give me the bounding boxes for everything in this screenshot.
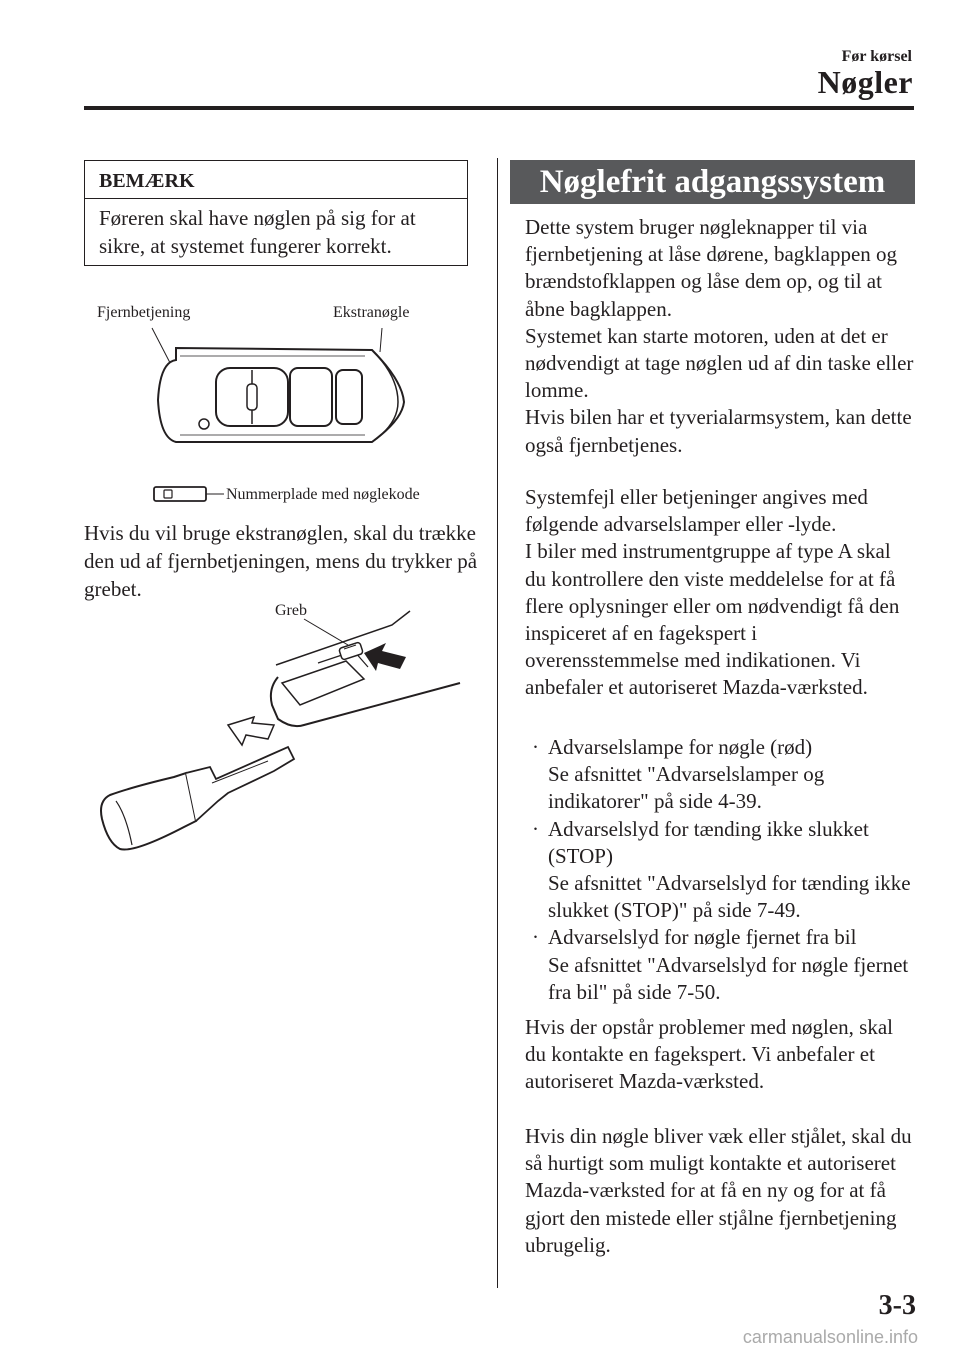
list-item: [525, 816, 915, 925]
header-rule: [84, 106, 914, 110]
label-extra-key: Ekstranøgle: [333, 304, 410, 321]
section-label: Før kørsel: [841, 48, 912, 65]
list-item: [525, 734, 915, 816]
instruction-paragraph: Hvis du vil bruge ekstranøglen, skal du trække den ud af fjernbetjeningen, mens du trykker på grebet.: [84, 521, 478, 601]
paragraph-1c: Hvis bilen har et tyverialarmsystem, kan dette også fjernbetjenes.: [525, 405, 912, 457]
list-item-title: Advarselslyd for nøgle fjernet fra bil: [548, 925, 857, 950]
note-box: [84, 160, 468, 266]
paragraph-1a: Dette system bruger nøgleknapper til via fjernbetjening at låse dørene, bagklappen og brændstofklappen og låse dem op, og til at åbne bagklappen.: [525, 215, 898, 321]
list-item-reference: Se afsnittet "Advarselslyd for nøgle fjernet fra bil" på side 7-50.: [548, 952, 909, 1004]
section-title-banner: Nøglefrit adgangssystem: [510, 160, 915, 204]
list-item-reference: Se afsnittet "Advarselslamper og indikatorer" på side 4-39.: [548, 762, 825, 814]
list-item-title: Advarselslyd for tænding ikke slukket (STOP): [548, 816, 869, 868]
note-heading: BEMÆRK: [85, 161, 467, 199]
column-divider: [497, 158, 498, 1288]
key-code-plate-icon: [152, 484, 224, 504]
paragraph-1b: Systemet kan starte motoren, uden at det er nødvendigt at tage nøglen ud af din taske eller lomme.: [525, 323, 914, 403]
paragraph-3: Hvis der opstår problemer med nøglen, skal du kontakte en fagekspert. Vi anbefaler et autoriseret Mazda-værksted.: [525, 1015, 893, 1094]
bullet-marker: ·: [532, 925, 539, 950]
warning-description: [525, 484, 915, 702]
label-remote: Fjernbetjening: [97, 304, 191, 321]
list-item-title: Advarselslampe for nøgle (rød): [548, 735, 813, 759]
note-text: Føreren skal have nøglen på sig for at sikre, at systemet fungerer korrekt.: [99, 206, 416, 258]
bullet-marker: ·: [532, 735, 539, 759]
bullet-marker: ·: [532, 816, 539, 841]
label-grip: Greb: [275, 602, 307, 619]
paragraph-2b: I biler med instrumentgruppe af type A skal du kontrollere den viste meddelelse for at få flere oplysninger eller om nødvendigt få den inspiceret af en fagekspert i overensstemmelse med indikationen. Vi anbefaler et autoriseret Mazda-værksted.: [525, 539, 900, 700]
key-fob-illustration: [140, 320, 420, 460]
paragraph-2a: Systemfejl eller betjeninger angives med følgende advarselslamper eller -lyde.: [525, 485, 868, 537]
paragraph-4: Hvis din nøgle bliver væk eller stjålet, skal du så hurtigt som muligt kontakte et autoriseret Mazda-værksted for at få en ny og for at få gjort den mistede eller stjålne fjernbetjening ubrugelig.: [525, 1124, 912, 1257]
page-number: 3-3: [878, 1290, 916, 1321]
label-plate: Nummerplade med nøglekode: [226, 486, 420, 503]
system-description: [525, 214, 915, 459]
watermark: carmanualsonline.info: [742, 1327, 918, 1347]
key-removal-illustration: [92, 605, 462, 865]
list-item-reference: Se afsnittet "Advarselslyd for tænding ikke slukket (STOP)" på side 7-49.: [548, 871, 911, 923]
page-title: Nøgler: [817, 64, 913, 100]
list-item: [525, 924, 915, 1006]
warning-list: [525, 734, 915, 1006]
